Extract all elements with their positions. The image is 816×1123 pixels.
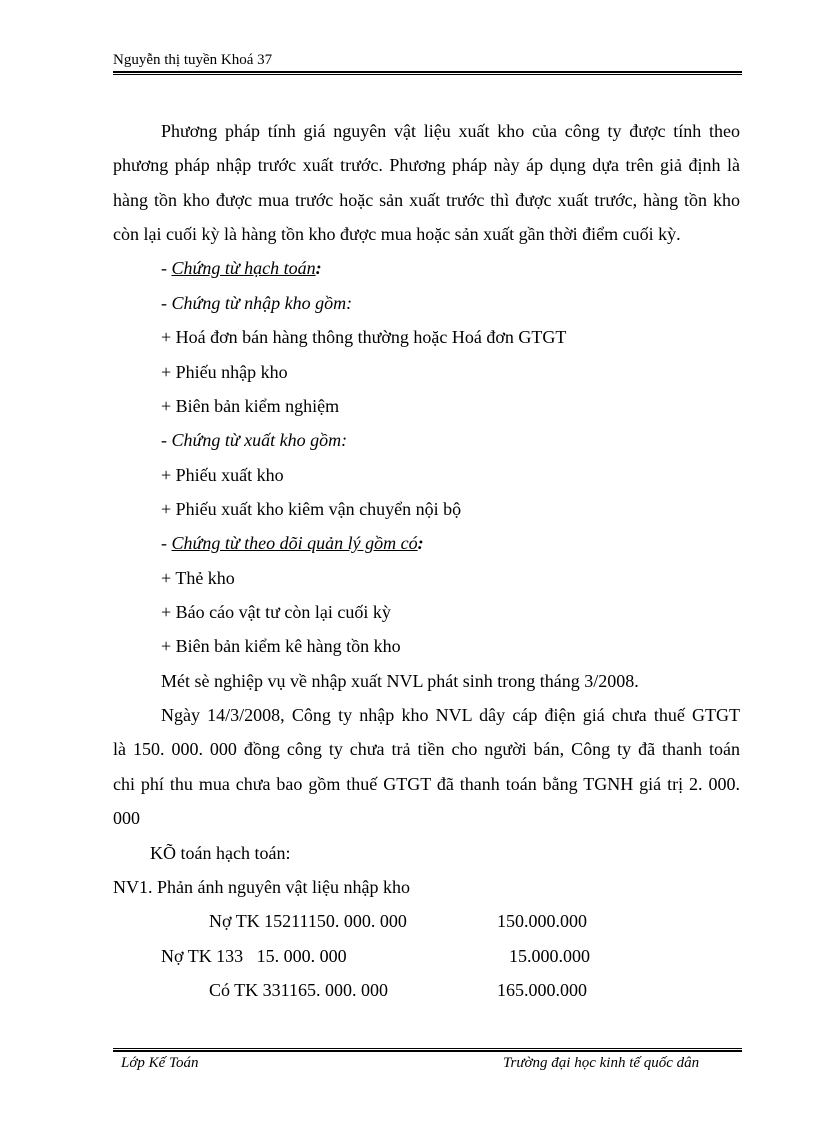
page-header: Nguyễn thị tuyền Khoá 37 [113, 52, 273, 68]
list-item: + Báo cáo vật tư còn lại cuối kỳ [161, 602, 391, 622]
paragraph-line: còn lại cuối kỳ là hàng tồn kho được mua hoặc sản xuất gần thời điểm cuối kỳ. [113, 224, 681, 244]
section-heading-nhap-kho: - Chứng từ nhập kho gồm: [161, 293, 353, 313]
footer-right: Trường đại học kinh tế quốc dân [503, 1055, 700, 1071]
header-rule [113, 71, 742, 73]
paragraph-line: chi phí thu mua chưa bao gồm thuế GTGT đã thanh toán bằng TGNH giá trị 2. 000. [113, 774, 740, 794]
entry-amount: 165.000.000 [497, 980, 587, 1000]
colon: : [315, 258, 322, 278]
entry-amount: 15.000.000 [509, 946, 590, 966]
list-item: + Phiếu xuất kho [161, 465, 284, 485]
paragraph-line: là 150. 000. 000 đồng công ty chưa trả tiền cho người bán, Công ty đã thanh toán [113, 739, 740, 759]
section-heading-theo-doi [161, 533, 424, 554]
paragraph-line: phương pháp nhập trước xuất trước. Phương pháp này áp dụng dựa trên giả định là [113, 155, 740, 175]
footer-rule-thin [113, 1048, 742, 1049]
paragraph-line: 000 [113, 808, 140, 828]
list-item: + Biên bản kiểm kê hàng tồn kho [161, 636, 401, 656]
dash: - [161, 258, 172, 278]
list-item: + Phiếu xuất kho kiêm vận chuyển nội bộ [161, 499, 462, 519]
paragraph-line: Phương pháp tính giá nguyên vật liệu xuất kho của công ty được tính theo [161, 121, 740, 141]
intro-line: Mét sè nghiệp vụ về nhập xuất NVL phát sinh trong tháng 3/2008. [161, 671, 639, 691]
footer-left: Lớp Kế Toán [121, 1055, 199, 1071]
entry-label: Nợ TK 133 15. 000. 000 [161, 946, 347, 966]
list-item: + Phiếu nhập kho [161, 362, 288, 382]
dash: - [161, 533, 172, 553]
chung-tu-title: Chứng từ hạch toán [171, 258, 316, 278]
paragraph-line: hàng tồn kho được mua trước hoặc sản xuất trước thì được xuất trước, hàng tồn kho [113, 190, 740, 210]
nv1-heading: NV1. Phản ánh nguyên vật liệu nhập kho [113, 877, 410, 897]
list-item: + Hoá đơn bán hàng thông thường hoặc Hoá đơn GTGT [161, 327, 567, 347]
footer-rule [113, 1050, 742, 1052]
entry-label: Nợ TK 15211150. 000. 000 [209, 911, 407, 931]
list-item: + Thẻ kho [161, 568, 235, 588]
entry-amount: 150.000.000 [497, 911, 587, 931]
colon: : [417, 533, 424, 553]
entry-label: Có TK 331165. 000. 000 [209, 980, 389, 1000]
list-item: + Biên bản kiểm nghiệm [161, 396, 340, 416]
section-heading-chung-tu [161, 258, 322, 279]
header-rule-thin [113, 74, 742, 75]
section-heading-xuat-kho: - Chứng từ xuất kho gồm: [161, 430, 348, 450]
ke-toan-heading: KÕ toán hạch toán: [150, 843, 291, 863]
theo-doi-title: Chứng từ theo dõi quản lý gồm có [171, 533, 418, 553]
paragraph-line: Ngày 14/3/2008, Công ty nhập kho NVL dây cáp điện giá chưa thuế GTGT [161, 705, 740, 725]
